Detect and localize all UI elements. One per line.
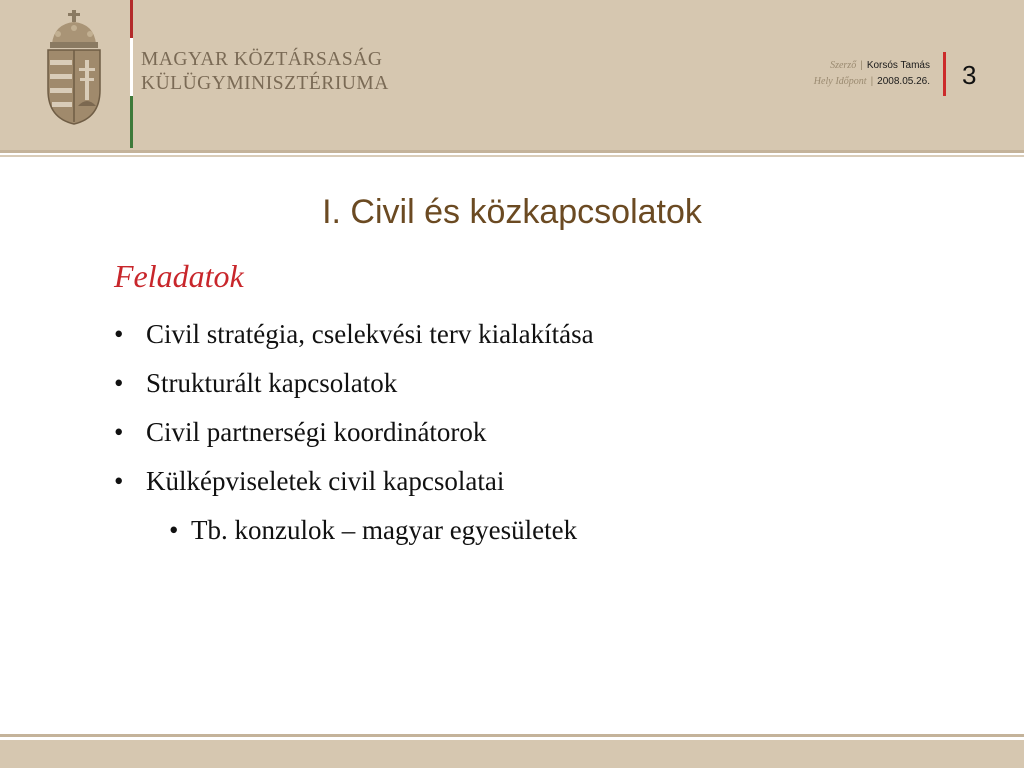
header-divider-secondary [0, 155, 1024, 157]
coat-of-arms-icon [44, 10, 104, 128]
author-value: Korsós Tamás [866, 60, 930, 71]
time-label: Időpont [835, 76, 867, 87]
date-separator: | [870, 76, 874, 87]
author-separator: | [860, 60, 863, 71]
ministry-name [141, 48, 389, 96]
place-label: Hely [813, 76, 833, 87]
ministry-line-2: KÜLÜGYMINISZTÉRIUMA [141, 73, 389, 94]
sub-bullet-item: • Tb. konzulok – magyar egyesületek [114, 506, 594, 555]
header-divider [0, 150, 1024, 153]
bullet-item: • Civil partnerségi koordinátorok [114, 408, 594, 457]
flag-red-bar [130, 0, 133, 38]
ministry-line-1: MAGYAR KÖZTÁRSASÁG [141, 49, 383, 70]
page-number: 3 [962, 60, 977, 90]
bullet-item: • Külképviseletek civil kapcsolatai [114, 457, 594, 506]
date-row [814, 74, 930, 90]
slide-title: I. Civil és közkapcsolatok [322, 193, 702, 231]
footer-divider [0, 734, 1024, 737]
flag-white-bar [130, 38, 133, 96]
bullet-item: • Civil stratégia, cselekvési terv kialakítása [114, 310, 594, 359]
flag-green-bar [130, 96, 133, 148]
page-number-marker [943, 52, 946, 96]
bullet-list [114, 310, 594, 555]
slide-subtitle: Feladatok [114, 258, 244, 294]
footer-band [0, 740, 1024, 768]
slide-meta [814, 58, 930, 90]
bullet-item: • Strukturált kapcsolatok [114, 359, 594, 408]
date-value: 2008.05.26. [877, 76, 930, 87]
author-row [814, 58, 930, 74]
author-label: Szerző [830, 60, 857, 71]
